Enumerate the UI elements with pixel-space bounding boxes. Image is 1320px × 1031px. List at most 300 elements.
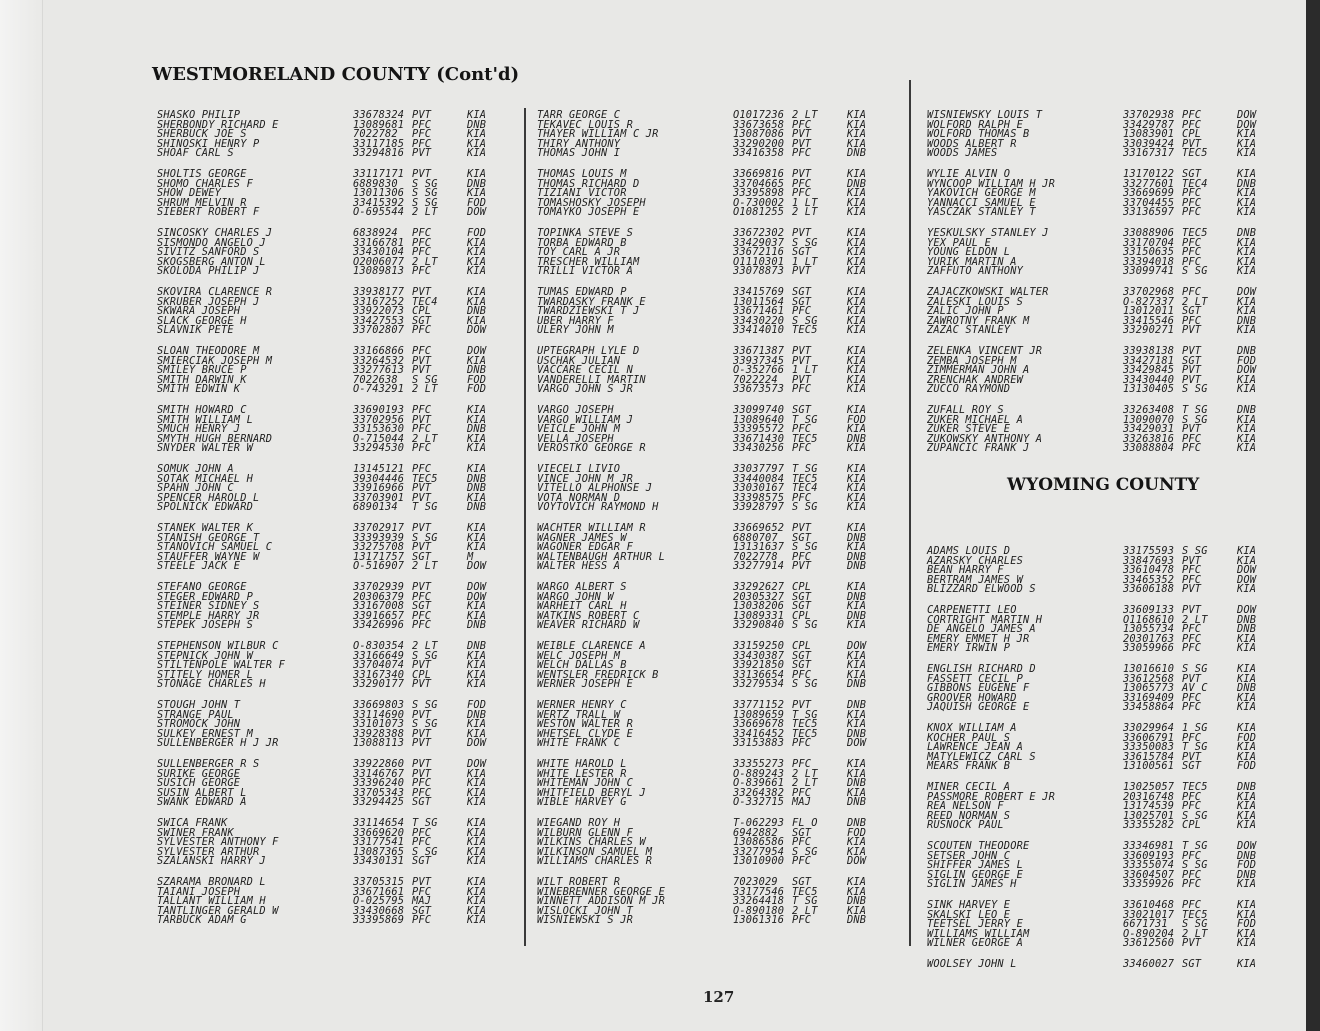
entry-name: REA NELSON F	[927, 800, 1004, 813]
entry-serial: 13090070	[1123, 413, 1175, 426]
entry-rank: S SG	[792, 541, 818, 554]
entry-rank: SGT	[792, 659, 812, 672]
entry-name: SMYTH HUGH BERNARD	[157, 432, 273, 445]
entry-status: KIA	[1237, 878, 1257, 891]
entry-serial: O1081255	[733, 206, 785, 219]
entry-serial: 33359926	[1123, 878, 1175, 891]
entry-status: KIA	[847, 836, 867, 849]
entry-status: KIA	[467, 659, 487, 672]
entry-rank: 2 LT	[792, 777, 818, 790]
entry-serial: 13087086	[733, 128, 785, 141]
entry-serial: 6942882	[733, 826, 778, 839]
roster-entry	[927, 820, 1297, 830]
entry-serial: 33702917	[353, 522, 405, 534]
entry-rank: SGT	[412, 855, 432, 868]
entry-status: KIA	[847, 885, 867, 898]
entry-status: FOD	[1237, 731, 1257, 744]
entry-name: TORBA EDWARD B	[537, 236, 627, 249]
entry-status: KIA	[1237, 899, 1257, 911]
entry-status: DNB	[847, 177, 867, 190]
entry-status: KIA	[1237, 663, 1257, 675]
entry-status: KIA	[467, 668, 487, 681]
entry-status: KIA	[467, 914, 487, 927]
entry-serial: 33153883	[733, 737, 785, 750]
entry-rank: TEC4	[412, 295, 438, 308]
entry-serial: 33416358	[733, 147, 785, 160]
roster-entry	[927, 443, 1297, 453]
entry-status: KIA	[847, 314, 867, 327]
entry-rank: PFC	[792, 550, 812, 563]
entry-serial: 33705343	[353, 786, 405, 799]
entry-rank: PFC	[1182, 246, 1202, 259]
entry-rank: PFC	[1182, 800, 1202, 813]
entry-name: SKOLODA PHILIP J	[157, 265, 260, 278]
entry-status: DOW	[847, 737, 867, 750]
entry-rank: PFC	[1182, 432, 1202, 445]
entry-status: KIA	[467, 442, 487, 455]
entry-name: WHITEMAN JOHN C	[537, 777, 633, 790]
entry-status: DNB	[467, 364, 487, 377]
entry-serial: 33264382	[733, 786, 785, 799]
entry-status: KIA	[847, 718, 867, 731]
entry-rank: 2 LT	[792, 109, 818, 121]
entry-rank: PFC	[412, 137, 432, 150]
entry-rank: S SG	[412, 531, 438, 544]
entry-serial: 33279534	[733, 678, 785, 691]
entry-status: KIA	[467, 522, 487, 534]
entry-rank: SGT	[1182, 168, 1202, 180]
entry-serial: 33088804	[1123, 442, 1175, 455]
entry-status: KIA	[467, 246, 487, 259]
roster-entry	[157, 502, 527, 512]
entry-status: DOW	[1237, 840, 1257, 852]
entry-name: STOUGH JOHN T	[157, 699, 241, 711]
entry-serial: 33414010	[733, 324, 785, 337]
entry-serial: 33673658	[733, 118, 785, 131]
entry-serial: 13130405	[1123, 383, 1175, 396]
entry-serial: 6838924	[353, 227, 398, 239]
entry-name: SOTAK MICHAEL H	[157, 472, 253, 485]
entry-name: AZARSKY CHARLES	[927, 554, 1023, 567]
entry-status: KIA	[1237, 554, 1257, 567]
entry-name: LAWRENCE JEAN A	[927, 741, 1023, 754]
entry-name: SWINER FRANK	[157, 826, 234, 839]
entry-rank: T SG	[412, 817, 438, 829]
roster-entry	[537, 207, 907, 217]
entry-status: KIA	[467, 354, 487, 367]
entry-rank: T SG	[792, 895, 818, 908]
entry-status: DNB	[1237, 781, 1257, 793]
entry-rank: PFC	[1182, 731, 1202, 744]
entry-rank: MAJ	[792, 796, 812, 809]
entry-status: KIA	[467, 109, 487, 121]
entry-rank: SGT	[412, 600, 432, 613]
entry-serial: 33263408	[1123, 404, 1175, 416]
entry-serial: O-025795	[353, 895, 405, 908]
entry-rank: PVT	[1182, 137, 1202, 150]
entry-serial: 13038206	[733, 600, 785, 613]
entry-status: KIA	[847, 364, 867, 377]
entry-status: KIA	[1237, 265, 1257, 278]
entry-serial: 33705315	[353, 876, 405, 888]
entry-rank: 1 LT	[792, 196, 818, 209]
entry-status: DNB	[1237, 868, 1257, 881]
entry-serial: 7023029	[733, 876, 778, 888]
entry-status: FOD	[1237, 918, 1257, 931]
entry-serial: O-695544	[353, 206, 405, 219]
entry-serial: 13100561	[1123, 760, 1175, 773]
entry-name: WILKINSON SAMUEL M	[537, 845, 653, 858]
entry-rank: SGT	[1182, 760, 1202, 773]
entry-name: GIBBONS EUGENE F	[927, 682, 1030, 695]
entry-name: TEKAVEC LOUIS R	[537, 118, 633, 131]
entry-status: KIA	[847, 373, 867, 386]
entry-rank: PFC	[1182, 623, 1202, 636]
entry-name: STEINER SIDNEY S	[157, 600, 260, 613]
entry-rank: AV C	[1182, 682, 1208, 695]
entry-serial: 20301763	[1123, 632, 1175, 645]
entry-serial: 33037797	[733, 463, 785, 475]
entry-status: KIA	[847, 423, 867, 436]
entry-rank: S SG	[1182, 383, 1208, 396]
entry-name: WERNER HENRY C	[537, 699, 627, 711]
entry-rank: PFC	[412, 265, 432, 278]
entry-serial: 33263816	[1123, 432, 1175, 445]
entry-serial: 33150635	[1123, 246, 1175, 259]
entry-rank: PVT	[792, 227, 812, 239]
entry-serial: 33426996	[353, 619, 405, 632]
entry-status: FOD	[1237, 760, 1257, 773]
entry-name: TRILLI VICTOR A	[537, 265, 633, 278]
entry-name: WHITE HAROLD L	[537, 758, 627, 770]
entry-name: WILNER GEORGE A	[927, 937, 1023, 950]
entry-status: KIA	[467, 432, 487, 445]
entry-status: KIA	[467, 600, 487, 613]
entry-rank: MAJ	[412, 895, 432, 908]
entry-rank: PFC	[1182, 236, 1202, 249]
entry-rank: TEC5	[1182, 227, 1208, 239]
entry-rank: 2 LT	[412, 432, 438, 445]
entry-serial: 13012011	[1123, 305, 1175, 318]
entry-status: KIA	[847, 354, 867, 367]
entry-name: SUSIN ALBERT L	[157, 786, 247, 799]
entry-name: WERNER JOSEPH E	[537, 678, 633, 691]
entry-serial: 33021017	[1123, 908, 1175, 921]
entry-rank: S SG	[1182, 545, 1208, 557]
entry-name: SKWARA JOSEPH	[157, 305, 241, 318]
entry-rank: PVT	[412, 876, 432, 888]
county-heading-westmoreland: WESTMORELAND COUNTY (Cont'd)	[152, 64, 520, 85]
entry-serial: 33393939	[353, 531, 405, 544]
entry-rank: PFC	[1182, 118, 1202, 131]
entry-status: DNB	[847, 895, 867, 908]
entry-name: STEELE JACK E	[157, 560, 241, 573]
entry-status: KIA	[1237, 819, 1257, 832]
entry-rank: PFC	[1182, 868, 1202, 881]
entry-status: KIA	[1237, 691, 1257, 704]
entry-status: DOW	[1237, 604, 1257, 616]
entry-name: SMITH DARWIN K	[157, 373, 247, 386]
entry-status: DOW	[467, 560, 487, 573]
entry-rank: PVT	[1182, 364, 1202, 377]
roster-entry	[927, 584, 1297, 594]
entry-name: WOODS JAMES	[927, 147, 998, 160]
roster-entry	[157, 561, 527, 571]
entry-serial: 33290840	[733, 619, 785, 632]
entry-status: KIA	[467, 904, 487, 917]
entry-serial: 33615784	[1123, 750, 1175, 763]
entry-name: SHINOSKI HENRY P	[157, 137, 260, 150]
roster-entry	[537, 738, 907, 748]
entry-serial: O1017236	[733, 109, 785, 121]
entry-status: KIA	[467, 314, 487, 327]
roster-entry	[927, 266, 1297, 276]
entry-rank: PFC	[412, 619, 432, 632]
entry-name: SKOVIRA CLARENCE R	[157, 286, 273, 298]
entry-rank: SGT	[792, 286, 812, 298]
entry-serial: 13170122	[1123, 168, 1175, 180]
entry-name: SHERBONDY RICHARD E	[157, 118, 279, 131]
entry-name: VARGO JOSEPH	[537, 404, 614, 416]
entry-rank: PFC	[792, 147, 812, 160]
entry-name: SPAHN JOHN C	[157, 482, 234, 495]
roster-entry	[537, 266, 907, 276]
entry-rank: 2 LT	[1182, 295, 1208, 308]
entry-rank: S SG	[412, 649, 438, 662]
entry-serial: 33702939	[353, 581, 405, 593]
entry-rank: TEC5	[1182, 908, 1208, 921]
entry-name: SHIFFER JAMES L	[927, 859, 1023, 872]
entry-rank: T SG	[792, 413, 818, 426]
entry-name: ZAZAC STANLEY	[927, 324, 1011, 337]
entry-name: ZEMBA JOSEPH M	[927, 354, 1017, 367]
entry-rank: S SG	[1182, 265, 1208, 278]
entry-name: SISMONDO ANGELO J	[157, 236, 266, 249]
entry-status: KIA	[847, 196, 867, 209]
entry-rank: PVT	[1182, 750, 1202, 763]
entry-serial: 13174539	[1123, 800, 1175, 813]
entry-status: FOD	[467, 196, 487, 209]
entry-status: KIA	[467, 796, 487, 809]
entry-name: SPOLNICK EDWARD	[157, 501, 253, 514]
entry-status: KIA	[847, 128, 867, 141]
entry-rank: S SG	[792, 501, 818, 514]
entry-serial: 20306379	[353, 590, 405, 603]
entry-serial: 33606188	[1123, 583, 1175, 596]
entry-rank: PVT	[792, 345, 812, 357]
entry-serial: 33669678	[733, 718, 785, 731]
roster-entry	[537, 561, 907, 571]
entry-status: KIA	[467, 718, 487, 731]
entry-serial: 33669699	[1123, 187, 1175, 200]
entry-status: KIA	[1237, 206, 1257, 219]
entry-status: KIA	[467, 895, 487, 908]
entry-status: KIA	[847, 206, 867, 219]
entry-name: VACCARE CECIL N	[537, 364, 633, 377]
entry-rank: PVT	[412, 541, 432, 554]
entry-serial: 13089681	[353, 118, 405, 131]
roster-entry	[927, 384, 1297, 394]
entry-name: STEPEK JOSEPH S	[157, 619, 253, 632]
entry-serial: 13025057	[1123, 781, 1175, 793]
entry-name: SHRUM MELVIN R	[157, 196, 247, 209]
entry-name: SKOGSBERG ANTON L	[157, 255, 266, 268]
entry-status: KIA	[847, 708, 867, 721]
entry-rank: 1 SG	[1182, 722, 1208, 734]
entry-rank: CPL	[1182, 819, 1202, 832]
entry-rank: TEC5	[412, 472, 438, 485]
entry-status: KIA	[1237, 741, 1257, 754]
entry-serial: 33101073	[353, 718, 405, 731]
entry-rank: PFC	[412, 463, 432, 475]
entry-name: ZUPANCIC FRANK J	[927, 442, 1030, 455]
entry-name: SWANK EDWARD A	[157, 796, 247, 809]
entry-rank: CPL	[792, 581, 812, 593]
roster-entry	[927, 879, 1297, 889]
entry-serial: 33916966	[353, 482, 405, 495]
entry-serial: 33177541	[353, 836, 405, 849]
entry-status: KIA	[847, 649, 867, 662]
entry-status: FOD	[467, 383, 487, 396]
entry-status: M	[467, 550, 474, 563]
entry-serial: 13089813	[353, 265, 405, 278]
entry-serial: 33671387	[733, 345, 785, 357]
entry-name: TRESCHER WILLIAM	[537, 255, 640, 268]
entry-rank: S SG	[412, 177, 438, 190]
entry-rank: T SG	[1182, 741, 1208, 754]
entry-rank: S SG	[792, 314, 818, 327]
entry-serial: 33136654	[733, 668, 785, 681]
entry-status: DNB	[467, 423, 487, 436]
entry-serial: 33430668	[353, 904, 405, 917]
entry-name: SETSER JOHN C	[927, 849, 1011, 862]
entry-status: KIA	[467, 541, 487, 554]
entry-name: WALTENBAUGH ARTHUR L	[537, 550, 665, 563]
entry-status: KIA	[847, 758, 867, 770]
entry-serial: 33702807	[353, 324, 405, 337]
entry-rank: SGT	[792, 295, 812, 308]
entry-status: KIA	[1237, 432, 1257, 445]
entry-rank: PFC	[1182, 701, 1202, 714]
entry-status: KIA	[1237, 809, 1257, 822]
entry-name: SULLENBERGER R S	[157, 758, 260, 770]
entry-status: KIA	[1237, 642, 1257, 655]
entry-rank: PVT	[412, 767, 432, 780]
entry-status: KIA	[1237, 790, 1257, 803]
entry-rank: SGT	[792, 246, 812, 259]
entry-status: DOW	[467, 206, 487, 219]
entry-status: DNB	[467, 482, 487, 495]
entry-serial: 33099741	[1123, 265, 1175, 278]
entry-serial: 33290177	[353, 678, 405, 691]
roster-entry	[157, 620, 527, 630]
entry-name: VITELLO ALPHONSE J	[537, 482, 653, 495]
entry-rank: 2 LT	[1182, 927, 1208, 940]
entry-serial: 33704665	[733, 177, 785, 190]
entry-serial: O-730002	[733, 196, 785, 209]
entry-name: SULLENBERGER H J JR	[157, 737, 279, 750]
entry-status: KIA	[467, 786, 487, 799]
entry-serial: 33669803	[353, 699, 405, 711]
entry-name: WHITE LESTER R	[537, 767, 627, 780]
entry-rank: PFC	[412, 227, 432, 239]
entry-rank: CPL	[792, 640, 812, 652]
entry-rank: PVT	[1182, 583, 1202, 596]
entry-name: YANNACCI SAMUEL E	[927, 196, 1036, 209]
entry-rank: 2 LT	[412, 640, 438, 652]
entry-status: DNB	[1237, 177, 1257, 190]
entry-status: DNB	[847, 699, 867, 711]
entry-status: FOD	[847, 413, 867, 426]
entry-status: KIA	[847, 668, 867, 681]
entry-status: KIA	[467, 404, 487, 416]
entry-name: STONAGE CHARLES H	[157, 678, 266, 691]
entry-name: SIVITZ SANFORD S	[157, 246, 260, 259]
entry-rank: PVT	[412, 354, 432, 367]
entry-status: KIA	[1237, 583, 1257, 596]
entry-rank: S SG	[412, 845, 438, 858]
entry-name: SHOLTIS GEORGE	[157, 168, 247, 180]
entry-status: KIA	[467, 413, 487, 426]
entry-status: KIA	[847, 324, 867, 337]
entry-name: WARGO ALBERT S	[537, 581, 627, 593]
entry-serial: 33702938	[1123, 109, 1175, 121]
entry-serial: 33177546	[733, 885, 785, 898]
entry-rank: PFC	[792, 383, 812, 396]
entry-name: WYNCOOP WILLIAM H JR	[927, 177, 1055, 190]
entry-name: WISNIEWSKI S JR	[537, 914, 633, 927]
entry-serial: 39304446	[353, 472, 405, 485]
entry-status: DNB	[467, 619, 487, 632]
entry-serial: O-827337	[1123, 295, 1175, 308]
entry-status: KIA	[467, 885, 487, 898]
entry-rank: 2 LT	[792, 767, 818, 780]
entry-rank: PFC	[792, 491, 812, 504]
roster-entry	[537, 915, 907, 925]
entry-name: KOCHER PAUL S	[927, 731, 1011, 744]
entry-serial: 7022638	[353, 373, 398, 386]
entry-status: KIA	[1237, 750, 1257, 763]
entry-serial: 33136597	[1123, 206, 1175, 219]
entry-serial: 13087365	[353, 845, 405, 858]
entry-serial: 33430104	[353, 246, 405, 259]
entry-name: RUSNOCK PAUL	[927, 819, 1004, 832]
entry-name: TARR GEORGE C	[537, 109, 621, 121]
entry-rank: S SG	[1182, 809, 1208, 822]
entry-serial: 6889830	[353, 177, 398, 190]
entry-rank: PVT	[412, 727, 432, 740]
entry-rank: SGT	[1182, 354, 1202, 367]
entry-name: WAGNER JAMES W	[537, 531, 627, 544]
entry-rank: PFC	[1182, 187, 1202, 200]
entry-name: YASCZAK STANLEY T	[927, 206, 1036, 219]
entry-serial: 33415546	[1123, 314, 1175, 327]
entry-serial: 33355282	[1123, 819, 1175, 832]
entry-serial: 33394018	[1123, 255, 1175, 268]
entry-serial: 13061316	[733, 914, 785, 927]
entry-rank: PFC	[792, 855, 812, 868]
entry-serial: 33704455	[1123, 196, 1175, 209]
entry-name: SMITH HOWARD C	[157, 404, 247, 416]
entry-rank: S SG	[792, 845, 818, 858]
entry-name: STITELY HOMER L	[157, 668, 253, 681]
entry-status: KIA	[467, 463, 487, 475]
entry-rank: SGT	[412, 904, 432, 917]
entry-name: TANTLINGER GERALD W	[157, 904, 279, 917]
entry-rank: PFC	[1182, 206, 1202, 219]
entry-rank: 2 LT	[412, 255, 438, 268]
entry-rank: 2 LT	[412, 206, 438, 219]
